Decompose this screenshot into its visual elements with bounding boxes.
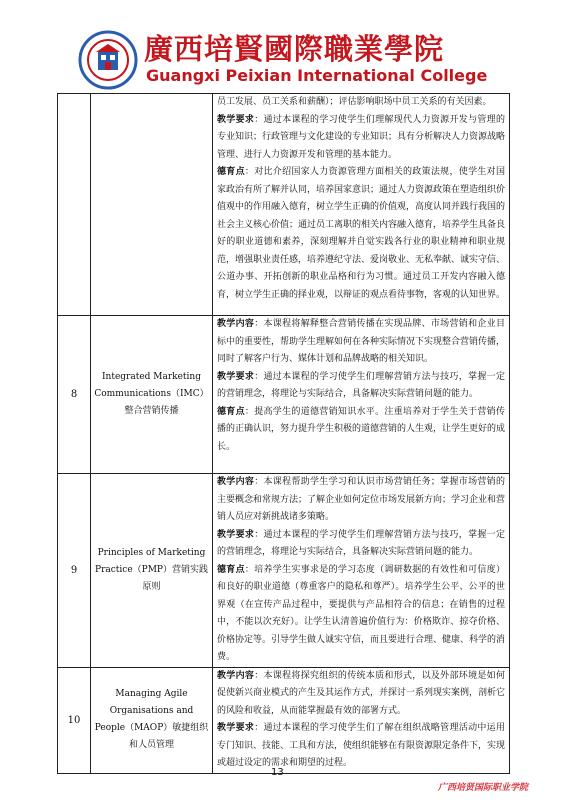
paragraph-label: 教学要求 bbox=[217, 723, 255, 733]
course-name: Managing Agile Organisations and People（MAOP）敏捷组织和人员管理 bbox=[91, 667, 213, 773]
course-name: Principles of Marketing Practice（PMP）营销实践原则 bbox=[91, 474, 213, 668]
course-table bbox=[57, 93, 510, 774]
description-paragraph bbox=[217, 112, 505, 165]
paragraph-text: ：提高学生的道德营销知识水平。注重培养对于学生关于营销传播的正确认识，努力提升学生积极的道德营销的人生观，让学生更好的成长。 bbox=[217, 406, 506, 452]
course-description bbox=[213, 667, 510, 773]
paragraph-text: ：通过本课程的学习使学生们理解现代人力资源开发与管理的专业知识；行政管理与文化建设的专业知识；具有分析解决人力资源战略管理、进行人力资源开发和管理的基本能力。 bbox=[217, 114, 506, 160]
description-paragraph bbox=[217, 474, 505, 527]
college-name-chinese: 廣西培賢國際職業學院 bbox=[144, 32, 445, 66]
paragraph-text: ：通过本课程的学习使学生们理解营销方法与技巧，掌握一定的营销理念，将理论与实际结合，具备解决实际营销问题的能力。 bbox=[217, 371, 505, 399]
paragraph-label: 教学内容 bbox=[217, 670, 255, 681]
paragraph-text: ：通过本课程的学习使学生们了解在组织战略管理活动中运用专门知识、技能、工具和方法，使组织能够在有限资源限定条件下，实现或超过设定的需求和期望的过程。 bbox=[217, 723, 506, 768]
page-number: 13 bbox=[271, 767, 284, 778]
paragraph-label: 教学内容 bbox=[217, 319, 255, 329]
description-paragraph bbox=[217, 527, 505, 562]
paragraph-label: 德育点 bbox=[217, 167, 245, 177]
description-paragraph bbox=[217, 316, 505, 369]
paragraph-text: 员工发展、员工关系和薪酬）；评估影响职场中员工关系的有关因素。 bbox=[217, 97, 492, 107]
course-name bbox=[91, 94, 213, 316]
college-name-english: Guangxi Peixian International College bbox=[146, 66, 488, 85]
description-paragraph bbox=[217, 720, 505, 773]
paragraph-label: 教学要求 bbox=[217, 529, 255, 540]
course-number: 10 bbox=[58, 667, 91, 773]
course-name: Integrated Marketing Communications（IMC）整合营销传播 bbox=[91, 316, 213, 474]
course-description bbox=[213, 474, 510, 668]
description-paragraph bbox=[217, 94, 505, 112]
description-paragraph bbox=[217, 668, 505, 721]
table-row bbox=[58, 667, 510, 773]
table-row bbox=[58, 94, 510, 316]
course-number bbox=[58, 94, 91, 316]
footer-brand: 广西培贤国际职业学院 bbox=[438, 783, 529, 793]
course-number: 8 bbox=[58, 316, 91, 474]
table-row bbox=[58, 474, 510, 668]
paragraph-text: ：本课程帮助学生学习和认识市场营销任务；掌握市场营销的主要概念和常规方法；了解企业如何定位市场发展新方向；学习企业和营销人员应对新挑战诸多策略。 bbox=[217, 477, 506, 522]
course-description bbox=[213, 94, 510, 316]
paragraph-text: ：对比介绍国家人力资源管理方面相关的政策法规，使学生对国家政治有所了解并认同，培养国家意识；通过人力资源政策在塑造组织价值观中的作用融入德育，树立学生正确的价值观，高度认同并践行我国的社会主义核心价值；通过员工离职的相关内容融入德育，培养学生具备良好的职业道德和素养，深刻理解并自觉实践各行业的职业精神和职业规范，增强职业责任感，培养遵纪守法、爱岗敬业、无私奉献、诚实守信、公道办事、开拓创新的职业品格和行为习惯。通过员工开发内容融入德育，树立学生正确的择业观，以辩证的观点看待事物，客观的认知世界。 bbox=[217, 167, 506, 300]
description-paragraph bbox=[217, 369, 505, 404]
paragraph-text: ：本课程将探究组织的传统本质和形式，以及外部环境是如何促使新兴商业模式的产生及其运作方式，并探讨一系列现实案例，剖析它的风险和收益，从而能掌握最有效的部署方式。 bbox=[217, 670, 506, 716]
paragraph-label: 德育点 bbox=[217, 564, 245, 575]
course-number: 9 bbox=[58, 474, 91, 668]
paragraph-text: ：培养学生实事求是的学习态度（调研数据的有效性和可信度）和良好的职业道德（尊重客户的隐私和尊严）。培养学生公平、公平的世界观（在宣传产品过程中，要提供与产品相符合的信息；在销售的过程中，不能以次充好）。让学生认清普遍价值行为：价格欺诈、掠夺价格、价格协定等。引导学生做人诚实守信，而且要进行合理、健康、科学的消费。 bbox=[217, 564, 506, 662]
page-header bbox=[78, 30, 488, 90]
college-logo-icon bbox=[78, 30, 138, 90]
description-paragraph bbox=[217, 164, 505, 304]
table-row bbox=[58, 316, 510, 474]
paragraph-label: 教学要求 bbox=[217, 114, 255, 125]
description-paragraph bbox=[217, 562, 505, 667]
paragraph-text: ：本课程将解释整合营销传播在实现品牌、市场营销和企业目标中的重要性，帮助学生理解如何在各种实际情况下实现整合营销传播，同时了解客户行为、媒体计划和品牌战略的相关知识。 bbox=[217, 319, 506, 364]
course-description bbox=[213, 316, 510, 474]
paragraph-text: ：通过本课程的学习使学生们理解营销方法与技巧，掌握一定的营销理念，将理论与实际结合，具备解决实际营销问题的能力。 bbox=[217, 529, 505, 557]
paragraph-label: 教学要求 bbox=[217, 371, 255, 382]
description-paragraph bbox=[217, 404, 505, 457]
paragraph-label: 教学内容 bbox=[217, 477, 255, 487]
paragraph-label: 德育点 bbox=[217, 406, 245, 417]
